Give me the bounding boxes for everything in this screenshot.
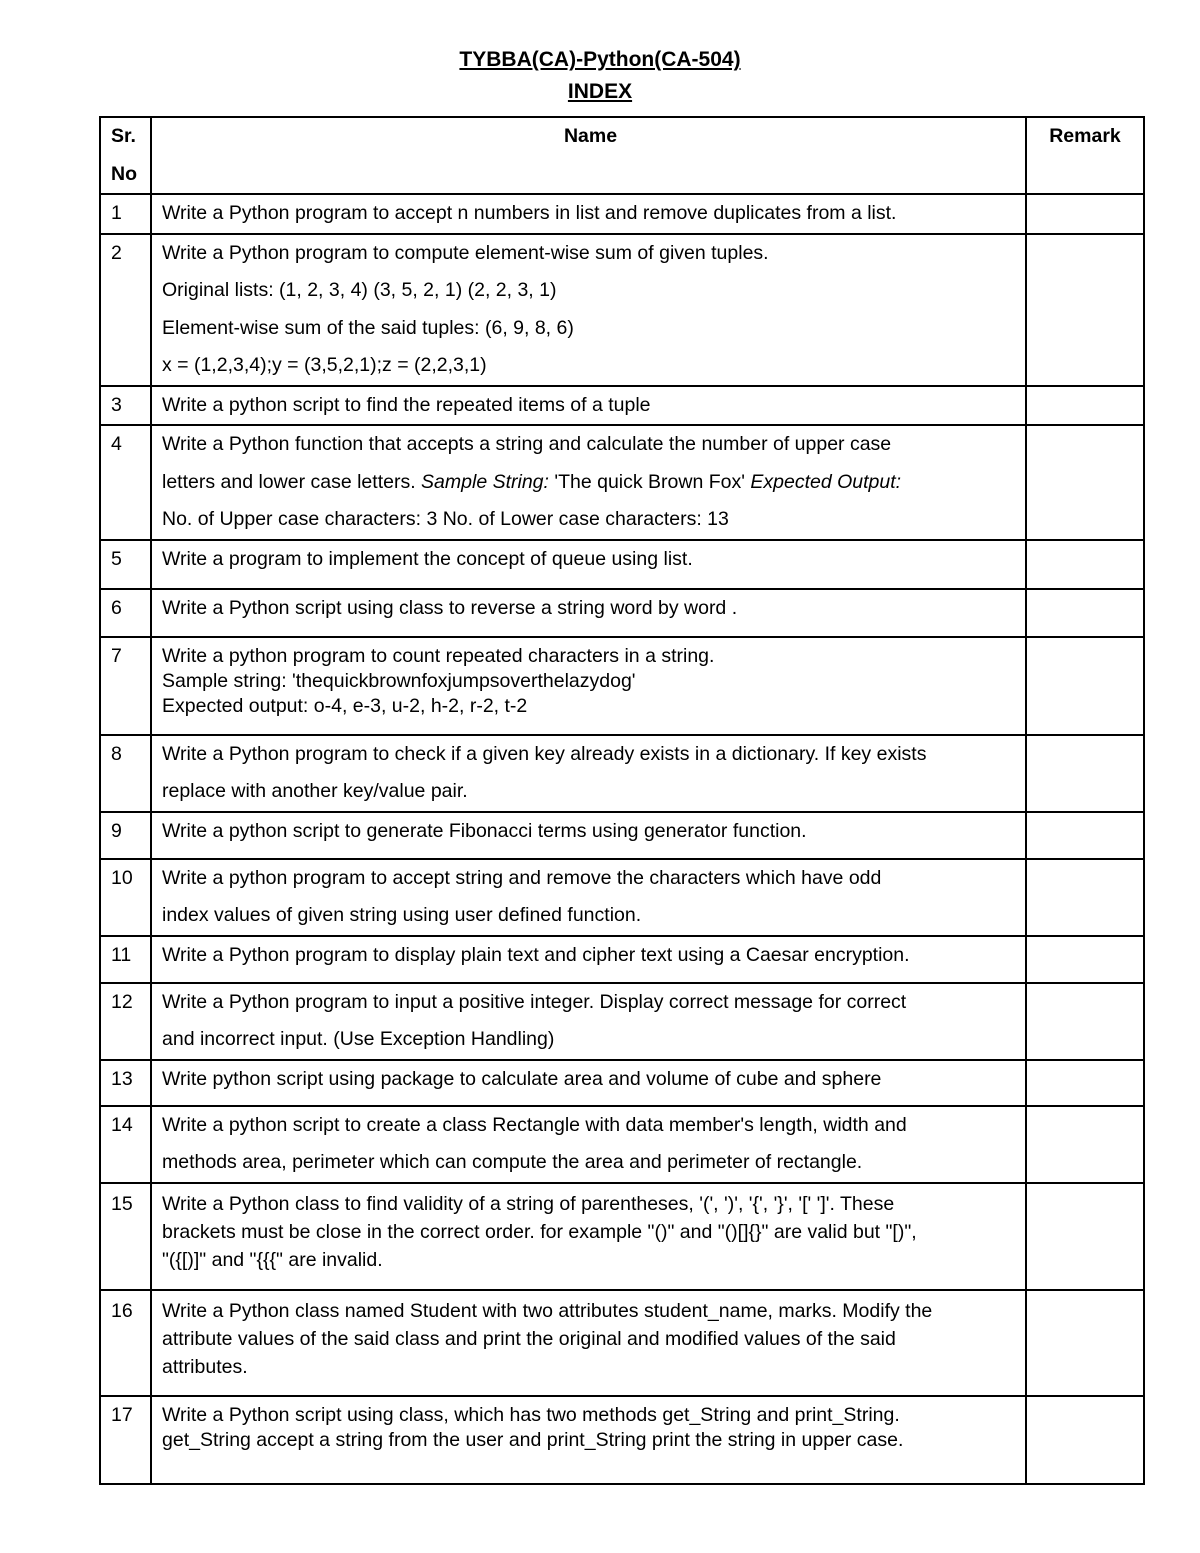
name-cell xyxy=(151,812,1026,859)
name-cell xyxy=(151,386,1026,426)
table-row xyxy=(100,812,1144,859)
sr-no-cell: 11 xyxy=(100,936,151,983)
name-line: Original lists: (1, 2, 3, 4) (3, 5, 2, 1) (2, 2, 3, 1) xyxy=(162,279,557,301)
remark-cell xyxy=(1026,234,1144,386)
sr-no-cell: 16 xyxy=(100,1290,151,1396)
name-line: x = (1,2,3,4);y = (3,5,2,1);z = (2,2,3,1) xyxy=(162,354,487,376)
table-row xyxy=(100,1290,1144,1396)
remark-cell xyxy=(1026,1290,1144,1396)
name-line: Write a python program to count repeated characters in a string. xyxy=(162,644,715,667)
name-line: Write a Python class named Student with two attributes student_name, marks. Modify the xyxy=(162,1299,933,1322)
name-line: attributes. xyxy=(162,1355,248,1378)
table-row xyxy=(100,735,1144,812)
name-line: get_String accept a string from the user and print_String print the string in upper case. xyxy=(162,1428,904,1451)
name-line: Write a Python program to check if a given key already exists in a dictionary. If key exists xyxy=(162,742,927,765)
name-cell xyxy=(151,983,1026,1060)
column-header-sr-no xyxy=(100,117,151,194)
document-title: TYBBA(CA)-Python(CA-504) xyxy=(459,48,741,71)
name-line: Write a python program to accept string and remove the characters which have odd xyxy=(162,866,882,889)
name-cell xyxy=(151,540,1026,589)
sr-no-cell: 12 xyxy=(100,983,151,1060)
sr-no-cell: 2 xyxy=(100,234,151,386)
column-header-remark: Remark xyxy=(1026,117,1144,194)
sr-no-cell: 14 xyxy=(100,1106,151,1183)
remark-cell xyxy=(1026,983,1144,1060)
remark-cell xyxy=(1026,386,1144,426)
table-row xyxy=(100,859,1144,936)
table-row xyxy=(100,589,1144,637)
name-cell xyxy=(151,637,1026,735)
italic-run: Expected Output: xyxy=(750,470,902,493)
name-cell xyxy=(151,1106,1026,1183)
name-line: Write a Python program to accept n numbers in list and remove duplicates from a list. xyxy=(162,202,897,224)
table-row xyxy=(100,1106,1144,1183)
sr-label: Sr. xyxy=(111,125,136,147)
table-row xyxy=(100,983,1144,1060)
name-line: Write a Python script using class to reverse a string word by word . xyxy=(162,596,738,619)
remark-cell xyxy=(1026,735,1144,812)
remark-cell xyxy=(1026,425,1144,540)
table-row xyxy=(100,386,1144,426)
table-row xyxy=(100,425,1144,540)
sr-no-cell: 4 xyxy=(100,425,151,540)
name-line: and incorrect input. (Use Exception Handling) xyxy=(162,1028,555,1050)
table-row xyxy=(100,1183,1144,1290)
name-cell xyxy=(151,1396,1026,1484)
index-table xyxy=(99,116,1145,1485)
table-row xyxy=(100,637,1144,735)
sr-no-cell: 7 xyxy=(100,637,151,735)
name-line: Write a python script to create a class Rectangle with data member's length, width and xyxy=(162,1113,907,1136)
name-line: Write a Python script using class, which has two methods get_String and print_String. xyxy=(162,1403,900,1426)
table-row xyxy=(100,234,1144,386)
name-line: No. of Upper case characters: 3 No. of Lower case characters: 13 xyxy=(162,508,729,530)
name-line: Sample string: 'thequickbrownfoxjumpsoverthelazydog' xyxy=(162,669,636,692)
name-line: "({[)]" and "{{{" are invalid. xyxy=(162,1248,383,1271)
name-cell xyxy=(151,194,1026,234)
name-cell xyxy=(151,589,1026,637)
text-run: letters and lower case letters. xyxy=(162,470,422,493)
remark-cell xyxy=(1026,194,1144,234)
sr-no-cell: 8 xyxy=(100,735,151,812)
name-line: Write a python script to generate Fibonacci terms using generator function. xyxy=(162,819,807,842)
name-line: Write a Python program to compute element-wise sum of given tuples. xyxy=(162,241,769,264)
name-cell xyxy=(151,425,1026,540)
sr-no-cell: 6 xyxy=(100,589,151,637)
remark-cell xyxy=(1026,589,1144,637)
name-line xyxy=(162,464,1019,502)
remark-cell xyxy=(1026,1183,1144,1290)
name-line: replace with another key/value pair. xyxy=(162,780,468,802)
sr-no-cell: 17 xyxy=(100,1396,151,1484)
name-line: Expected output: o-4, e-3, u-2, h-2, r-2, t-2 xyxy=(162,694,528,717)
name-line: Write a Python function that accepts a string and calculate the number of upper case xyxy=(162,433,892,455)
name-line: Write a Python program to input a positive integer. Display correct message for correct xyxy=(162,990,907,1013)
remark-cell xyxy=(1026,540,1144,589)
table-row xyxy=(100,936,1144,983)
document-subtitle: INDEX xyxy=(567,80,633,103)
name-line: Write a python script to find the repeated items of a tuple xyxy=(162,393,651,416)
name-line: attribute values of the said class and print the original and modified values of the said xyxy=(162,1327,896,1350)
name-line: Write a program to implement the concept of queue using list. xyxy=(162,547,693,570)
name-line: brackets must be close in the correct order. for example "()" and "()[]{}" are valid but "[)", xyxy=(162,1220,917,1243)
remark-cell xyxy=(1026,1396,1144,1484)
name-line: index values of given string using user defined function. xyxy=(162,904,642,926)
name-cell xyxy=(151,1290,1026,1396)
name-cell xyxy=(151,1183,1026,1290)
name-cell xyxy=(151,735,1026,812)
sr-no-cell: 9 xyxy=(100,812,151,859)
text-run: 'The quick Brown Fox' xyxy=(548,470,751,493)
sr-no-cell: 3 xyxy=(100,386,151,426)
table-header-row xyxy=(100,117,1144,194)
remark-cell xyxy=(1026,1106,1144,1183)
column-header-name: Name xyxy=(151,117,1026,194)
sr-no-cell: 1 xyxy=(100,194,151,234)
table-row xyxy=(100,194,1144,234)
remark-cell xyxy=(1026,1060,1144,1106)
sr-no-cell: 15 xyxy=(100,1183,151,1290)
name-cell xyxy=(151,936,1026,983)
sr-no-cell: 13 xyxy=(100,1060,151,1106)
name-line: Element-wise sum of the said tuples: (6, 9, 8, 6) xyxy=(162,316,574,339)
remark-cell xyxy=(1026,859,1144,936)
name-cell xyxy=(151,234,1026,386)
name-line: Write a Python program to display plain text and cipher text using a Caesar encryption. xyxy=(162,943,910,966)
name-cell xyxy=(151,859,1026,936)
name-line: Write a Python class to find validity of a string of parentheses, '(', ')', '{', '}', '[' ']'. These xyxy=(162,1192,895,1215)
name-line: Write python script using package to calculate area and volume of cube and sphere xyxy=(162,1067,882,1090)
table-row xyxy=(100,1060,1144,1106)
table-row xyxy=(100,540,1144,589)
remark-cell xyxy=(1026,812,1144,859)
no-label: No xyxy=(111,162,137,185)
remark-cell xyxy=(1026,637,1144,735)
table-row xyxy=(100,1396,1144,1484)
italic-run: Sample String: xyxy=(421,470,549,493)
sr-no-cell: 5 xyxy=(100,540,151,589)
sr-no-cell: 10 xyxy=(100,859,151,936)
name-line: methods area, perimeter which can compute the area and perimeter of rectangle. xyxy=(162,1151,863,1173)
remark-cell xyxy=(1026,936,1144,983)
name-cell xyxy=(151,1060,1026,1106)
